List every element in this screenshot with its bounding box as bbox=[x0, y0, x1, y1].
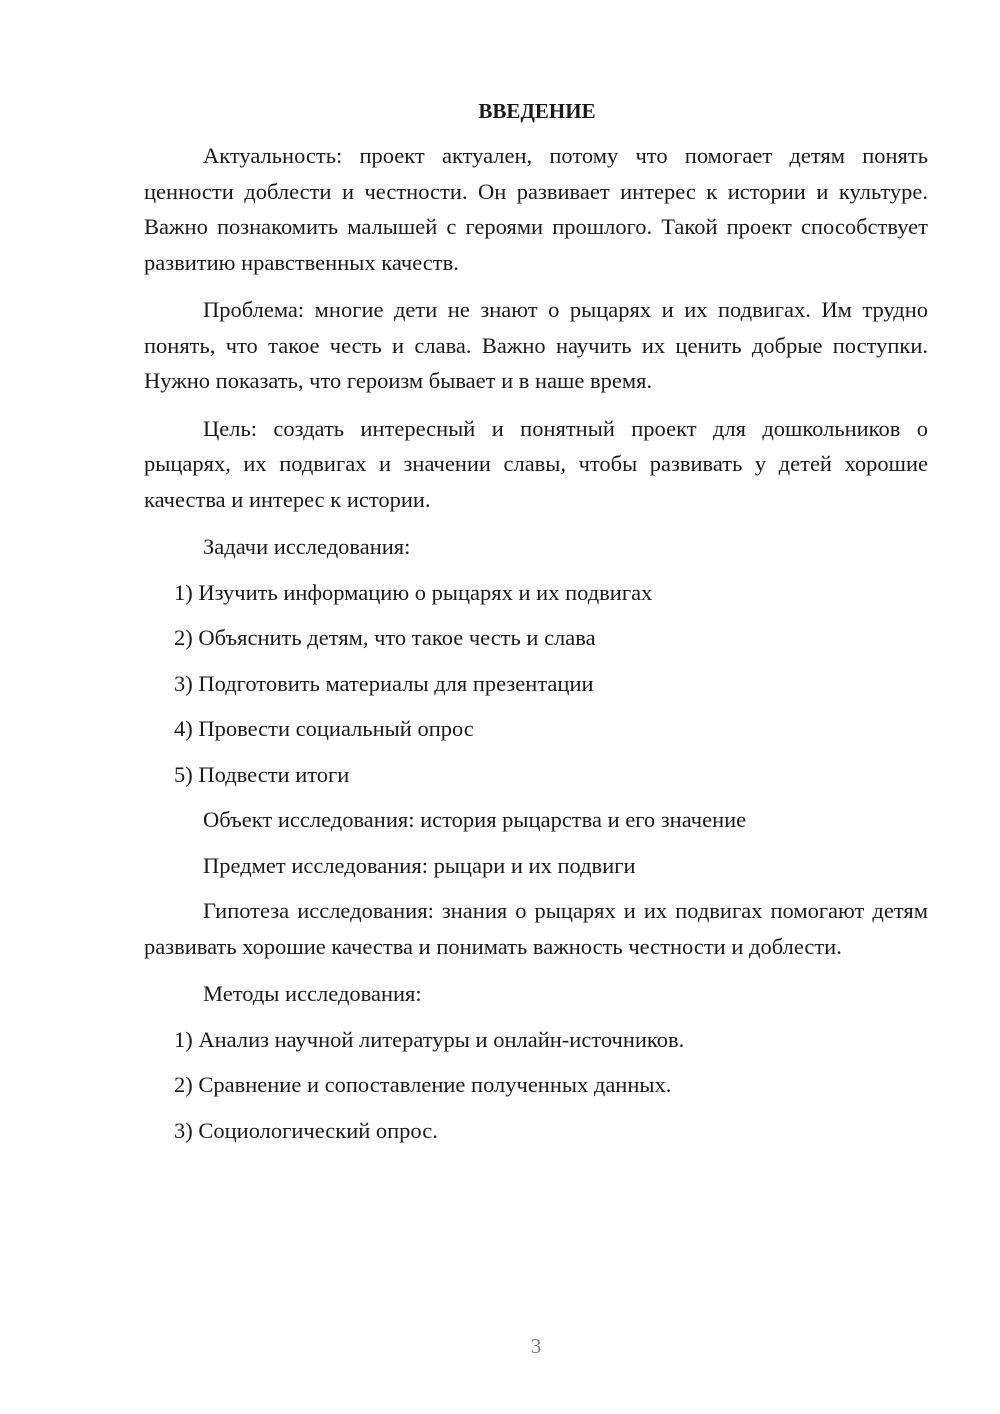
page-number: 3 bbox=[530, 1334, 542, 1358]
list-item: 5) Подвести итоги bbox=[174, 761, 350, 787]
methods-heading: Методы исследования: bbox=[203, 981, 422, 1006]
list-item: 1) Изучить информацию о рыцарях и их подвигах bbox=[174, 579, 653, 605]
subject-line: Предмет исследования: рыцари и их подвиги bbox=[203, 852, 636, 878]
hypothesis-paragraph: Гипотеза исследования: знания о рыцарях и их подвигах помогают детям развивать хорошие качества и понимать важность честности и доблести. bbox=[144, 898, 928, 959]
list-item: 3) Социологический опрос. bbox=[174, 1117, 438, 1143]
page-title: ВВЕДЕНИЕ bbox=[478, 99, 596, 123]
list-item: 2) Объяснить детям, что такое честь и слава bbox=[174, 625, 596, 650]
methods-list bbox=[144, 1022, 928, 1149]
tasks-heading: Задачи исследования: bbox=[203, 534, 411, 559]
page-content bbox=[144, 96, 928, 1158]
list-item: 4) Провести социальный опрос bbox=[174, 716, 474, 741]
goal-paragraph: Цель: создать интересный и понятный проект для дошкольников о рыцарях, их подвигах и значении славы, чтобы развивать у детей хорошие качества и интерес к истории. bbox=[144, 415, 928, 512]
problem-paragraph: Проблема: многие дети не знают о рыцарях и их подвигах. Им трудно понять, что такое честь и слава. Важно научить их ценить добрые поступки. Нужно показать, что героизм бывает и в наше время. bbox=[144, 297, 928, 393]
tasks-list bbox=[144, 575, 928, 793]
list-item: 2) Сравнение и сопоставление полученных данных. bbox=[174, 1072, 672, 1097]
relevance-paragraph: Актуальность: проект актуален, потому что помогает детям понять ценности доблести и честности. Он развивает интерес к истории и культуре. Важно познакомить малышей с героями прошлого. Такой проект способствует развитию нравственных качеств. bbox=[144, 143, 928, 275]
list-item: 1) Анализ научной литературы и онлайн-источников. bbox=[174, 1026, 685, 1052]
list-item: 3) Подготовить материалы для презентации bbox=[174, 670, 594, 696]
object-line: Объект исследования: история рыцарства и его значение bbox=[203, 807, 747, 832]
